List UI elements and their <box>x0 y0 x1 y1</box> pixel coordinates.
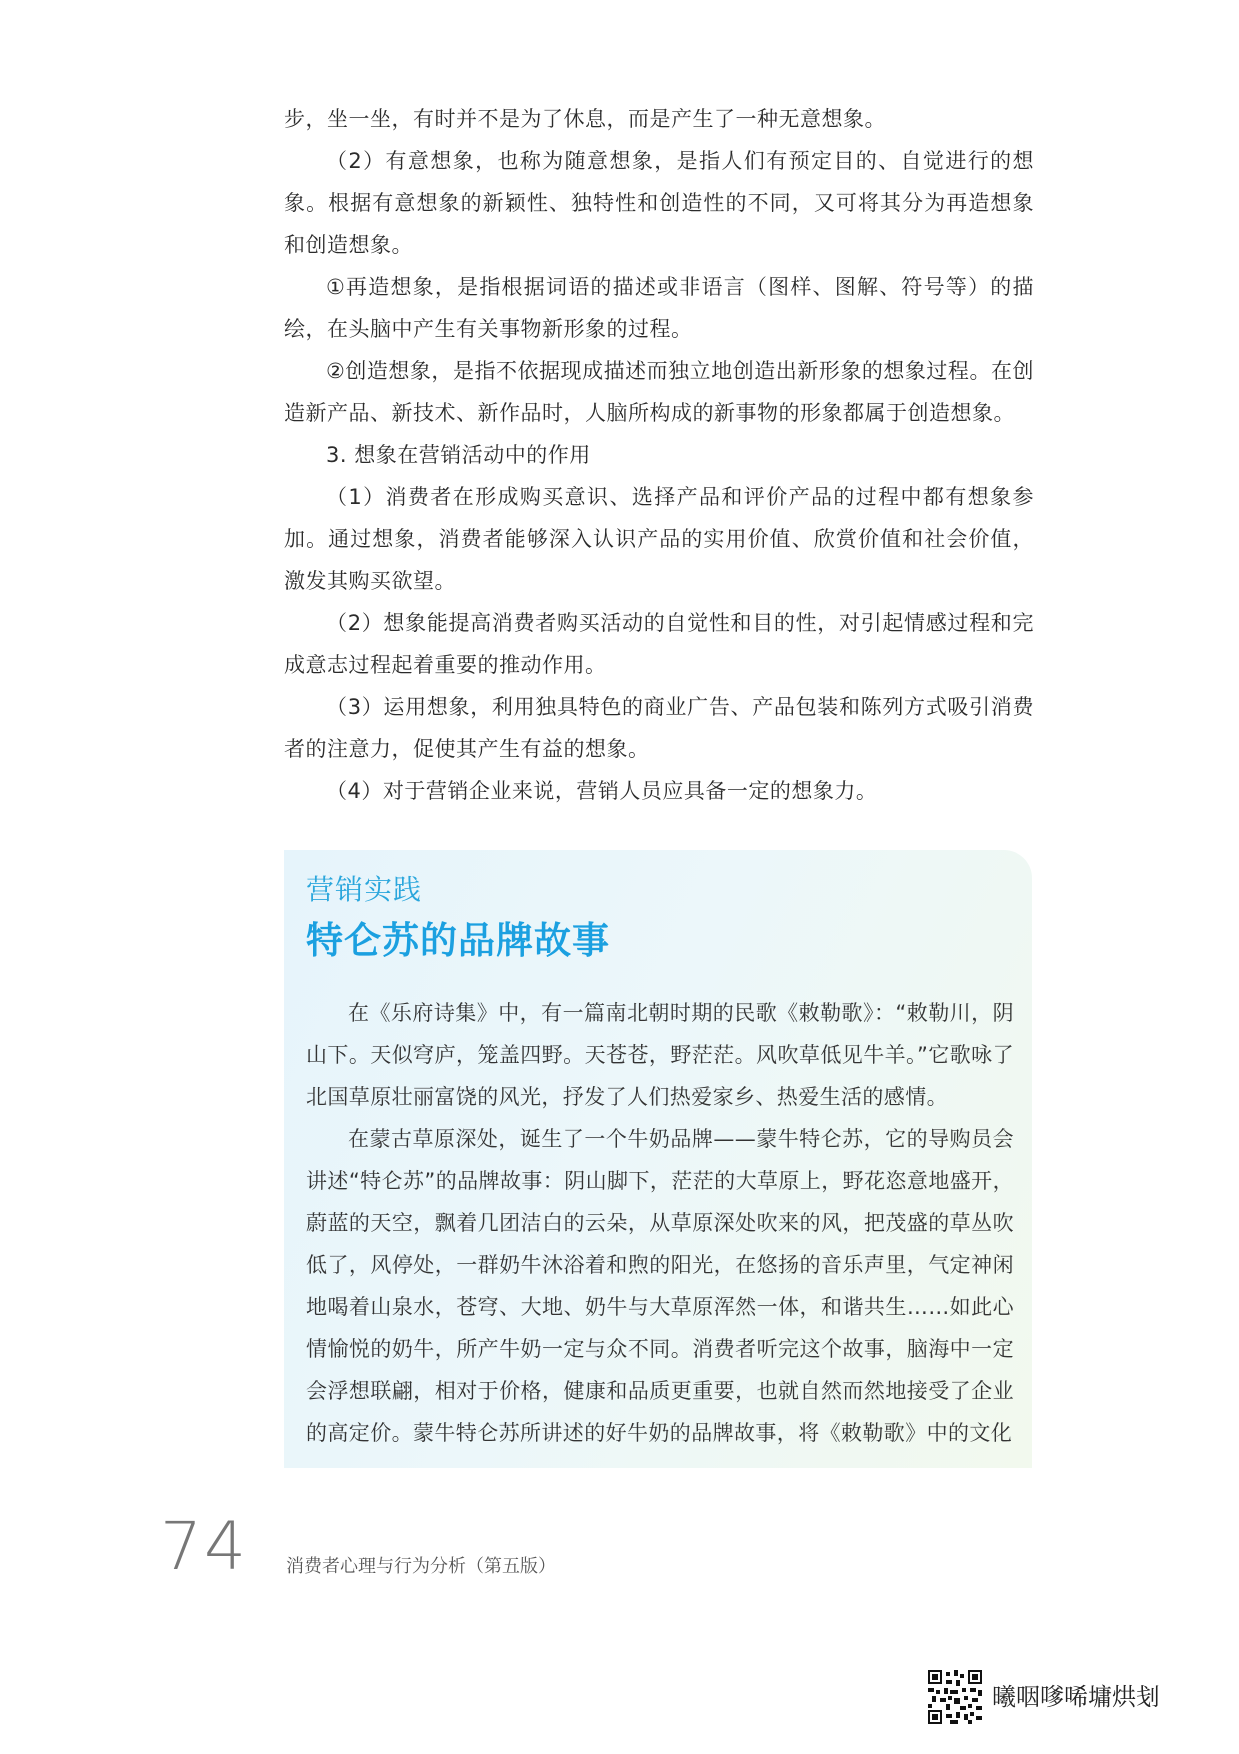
main-text <box>284 98 1034 812</box>
paragraph: （2）想象能提高消费者购买活动的自觉性和目的性，对引起情感过程和完成意志过程起着重要的推动作用。 <box>284 611 1034 677</box>
paragraph: （4）对于营销企业来说，营销人员应具备一定的想象力。 <box>326 779 878 803</box>
qr-code-icon <box>928 1670 982 1724</box>
page-number: 74 <box>160 1508 248 1585</box>
paragraph: ②创造想象，是指不依据现成描述而独立地创造出新形象的想象过程。在创造新产品、新技术、新作品时，人脑所构成的新事物的形象都属于创造想象。 <box>284 359 1034 425</box>
paragraph: ①再造想象，是指根据词语的描述或非语言（图样、图解、符号等）的描绘，在头脑中产生有关事物新形象的过程。 <box>284 275 1034 341</box>
practice-body <box>306 992 1014 1454</box>
paragraph: （1）消费者在形成购买意识、选择产品和评价产品的过程中都有想象参加。通过想象，消费者能够深入认识产品的实用价值、欣赏价值和社会价值，激发其购买欲望。 <box>284 485 1034 593</box>
section-heading: 3. 想象在营销活动中的作用 <box>326 443 591 467</box>
paragraph: 步，坐一坐，有时并不是为了休息，而是产生了一种无意想象。 <box>284 107 886 131</box>
paragraph: 在蒙古草原深处，诞生了一个牛奶品牌——蒙牛特仑苏，它的导购员会讲述“特仑苏”的品牌故事：阴山脚下，茫茫的大草原上，野花恣意地盛开，蔚蓝的天空，飘着几团洁白的云朵，从草原深处吹来的风，把茂盛的草丛吹低了，风停处，一群奶牛沐浴着和煦的阳光，在悠扬的音乐声里，气定神闲地喝着山泉水，苍穹、大地、奶牛与大草原浑然一体，和谐共生……如此心情愉悦的奶牛，所产牛奶一定与众不同。消费者听完这个故事，脑海中一定会浮想联翩，相对于价格，健康和品质更重要，也就自然而然地接受了企业的高定价。蒙牛特仑苏所讲述的好牛奶的品牌故事，将《敕勒歌》中的文化 <box>306 1127 1014 1445</box>
paragraph: 在《乐府诗集》中，有一篇南北朝时期的民歌《敕勒歌》：“敕勒川，阴山下。天似穹庐，笼盖四野。天苍苍，野茫茫。风吹草低见牛羊。”它歌咏了北国草原壮丽富饶的风光，抒发了人们热爱家乡、热爱生活的感情。 <box>306 1001 1014 1109</box>
marketing-practice-box <box>284 850 1032 1468</box>
paragraph: （2）有意想象，也称为随意想象，是指人们有预定目的、自觉进行的想象。根据有意想象的新颖性、独特性和创造性的不同，又可将其分为再造想象和创造想象。 <box>284 149 1034 257</box>
practice-title: 特仑苏的品牌故事 <box>306 919 610 962</box>
watermark-text: 曦咽嗲唏墉烘刬 <box>992 1683 1160 1711</box>
book-title: 消费者心理与行为分析（第五版） <box>286 1556 556 1577</box>
practice-label: 营销实践 <box>306 873 423 906</box>
paragraph: （3）运用想象，利用独具特色的商业广告、产品包装和陈列方式吸引消费者的注意力，促使其产生有益的想象。 <box>284 695 1034 761</box>
